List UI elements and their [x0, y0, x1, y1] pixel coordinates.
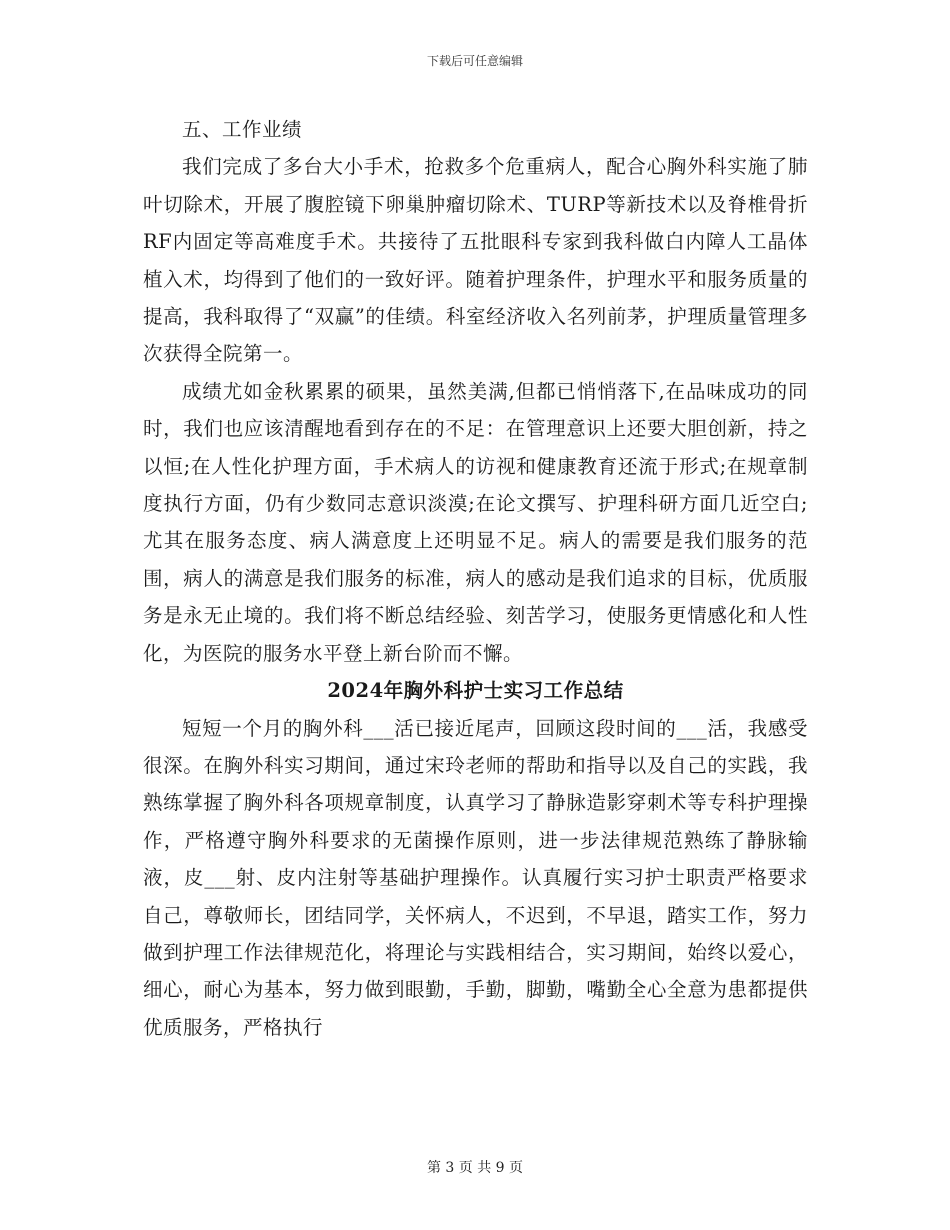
- document-title: 2024年胸外科护士实习工作总结: [327, 679, 624, 703]
- section-heading: 五、工作业绩: [182, 118, 303, 141]
- paragraph: 短短一个月的胸外科___活已接近尾声，回顾这段时间的___活，我感受很深。在胸外科实习期间，通过宋玲老师的帮助和指导以及自己的实践，我熟练掌握了胸外科各项规章制度，认真学习了静脉造影穿刺术等专科护理操作，严格遵守胸外科要求的无菌操作原则，进一步法律规范熟练了静脉输液，皮___射、皮内注射等基础护理操作。认真履行实习护士职责严格要求自己，尊敬师长，团结同学，关怀病人，不迟到，不早退，踏实工作，努力做到护理工作法律规范化，将理论与实践相结合，实习期间，始终以爱心，细心，耐心为基本，努力做到眼勤，手勤，脚勤，嘴勤全心全意为患都提供优质服务，严格执行: [143, 716, 808, 1039]
- paragraph: 成绩尤如金秋累累的硕果，虽然美满,但都已悄悄落下,在品味成功的同时，我们也应该清醒地看到存在的不足：在管理意识上还要大胆创新，持之以恒;在人性化护理方面，手术病人的访视和健康教育还流于形式;在规章制度执行方面，仍有少数同志意识淡漠;在论文撰写、护理科研方面几近空白;尤其在服务态度、病人满意度上还明显不足。病人的需要是我们服务的范围，病人的满意是我们服务的标准，病人的感动是我们追求的目标，优质服务是永无止境的。我们将不断总结经验、刻苦学习，使服务更情感化和人性化，为医院的服务水平登上新台阶而不懈。: [143, 379, 808, 665]
- page-number-footer: 第 3 页 共 9 页: [426, 1160, 524, 1176]
- page-header: 下载后可任意编辑: [426, 54, 523, 68]
- document-body: [143, 111, 808, 1046]
- paragraph: 我们完成了多台大小手术，抢救多个危重病人，配合心胸外科实施了肺叶切除术，开展了腹腔镜下卵巢肿瘤切除术、TURP等新技术以及脊椎骨折RF内固定等高难度手术。共接待了五批眼科专家到我科做白内障人工晶体植入术，均得到了他们的一致好评。随着护理条件，护理水平和服务质量的提高，我科取得了“双赢”的佳绩。科室经济收入名列前茅，护理质量管理多次获得全院第一。: [143, 155, 808, 366]
